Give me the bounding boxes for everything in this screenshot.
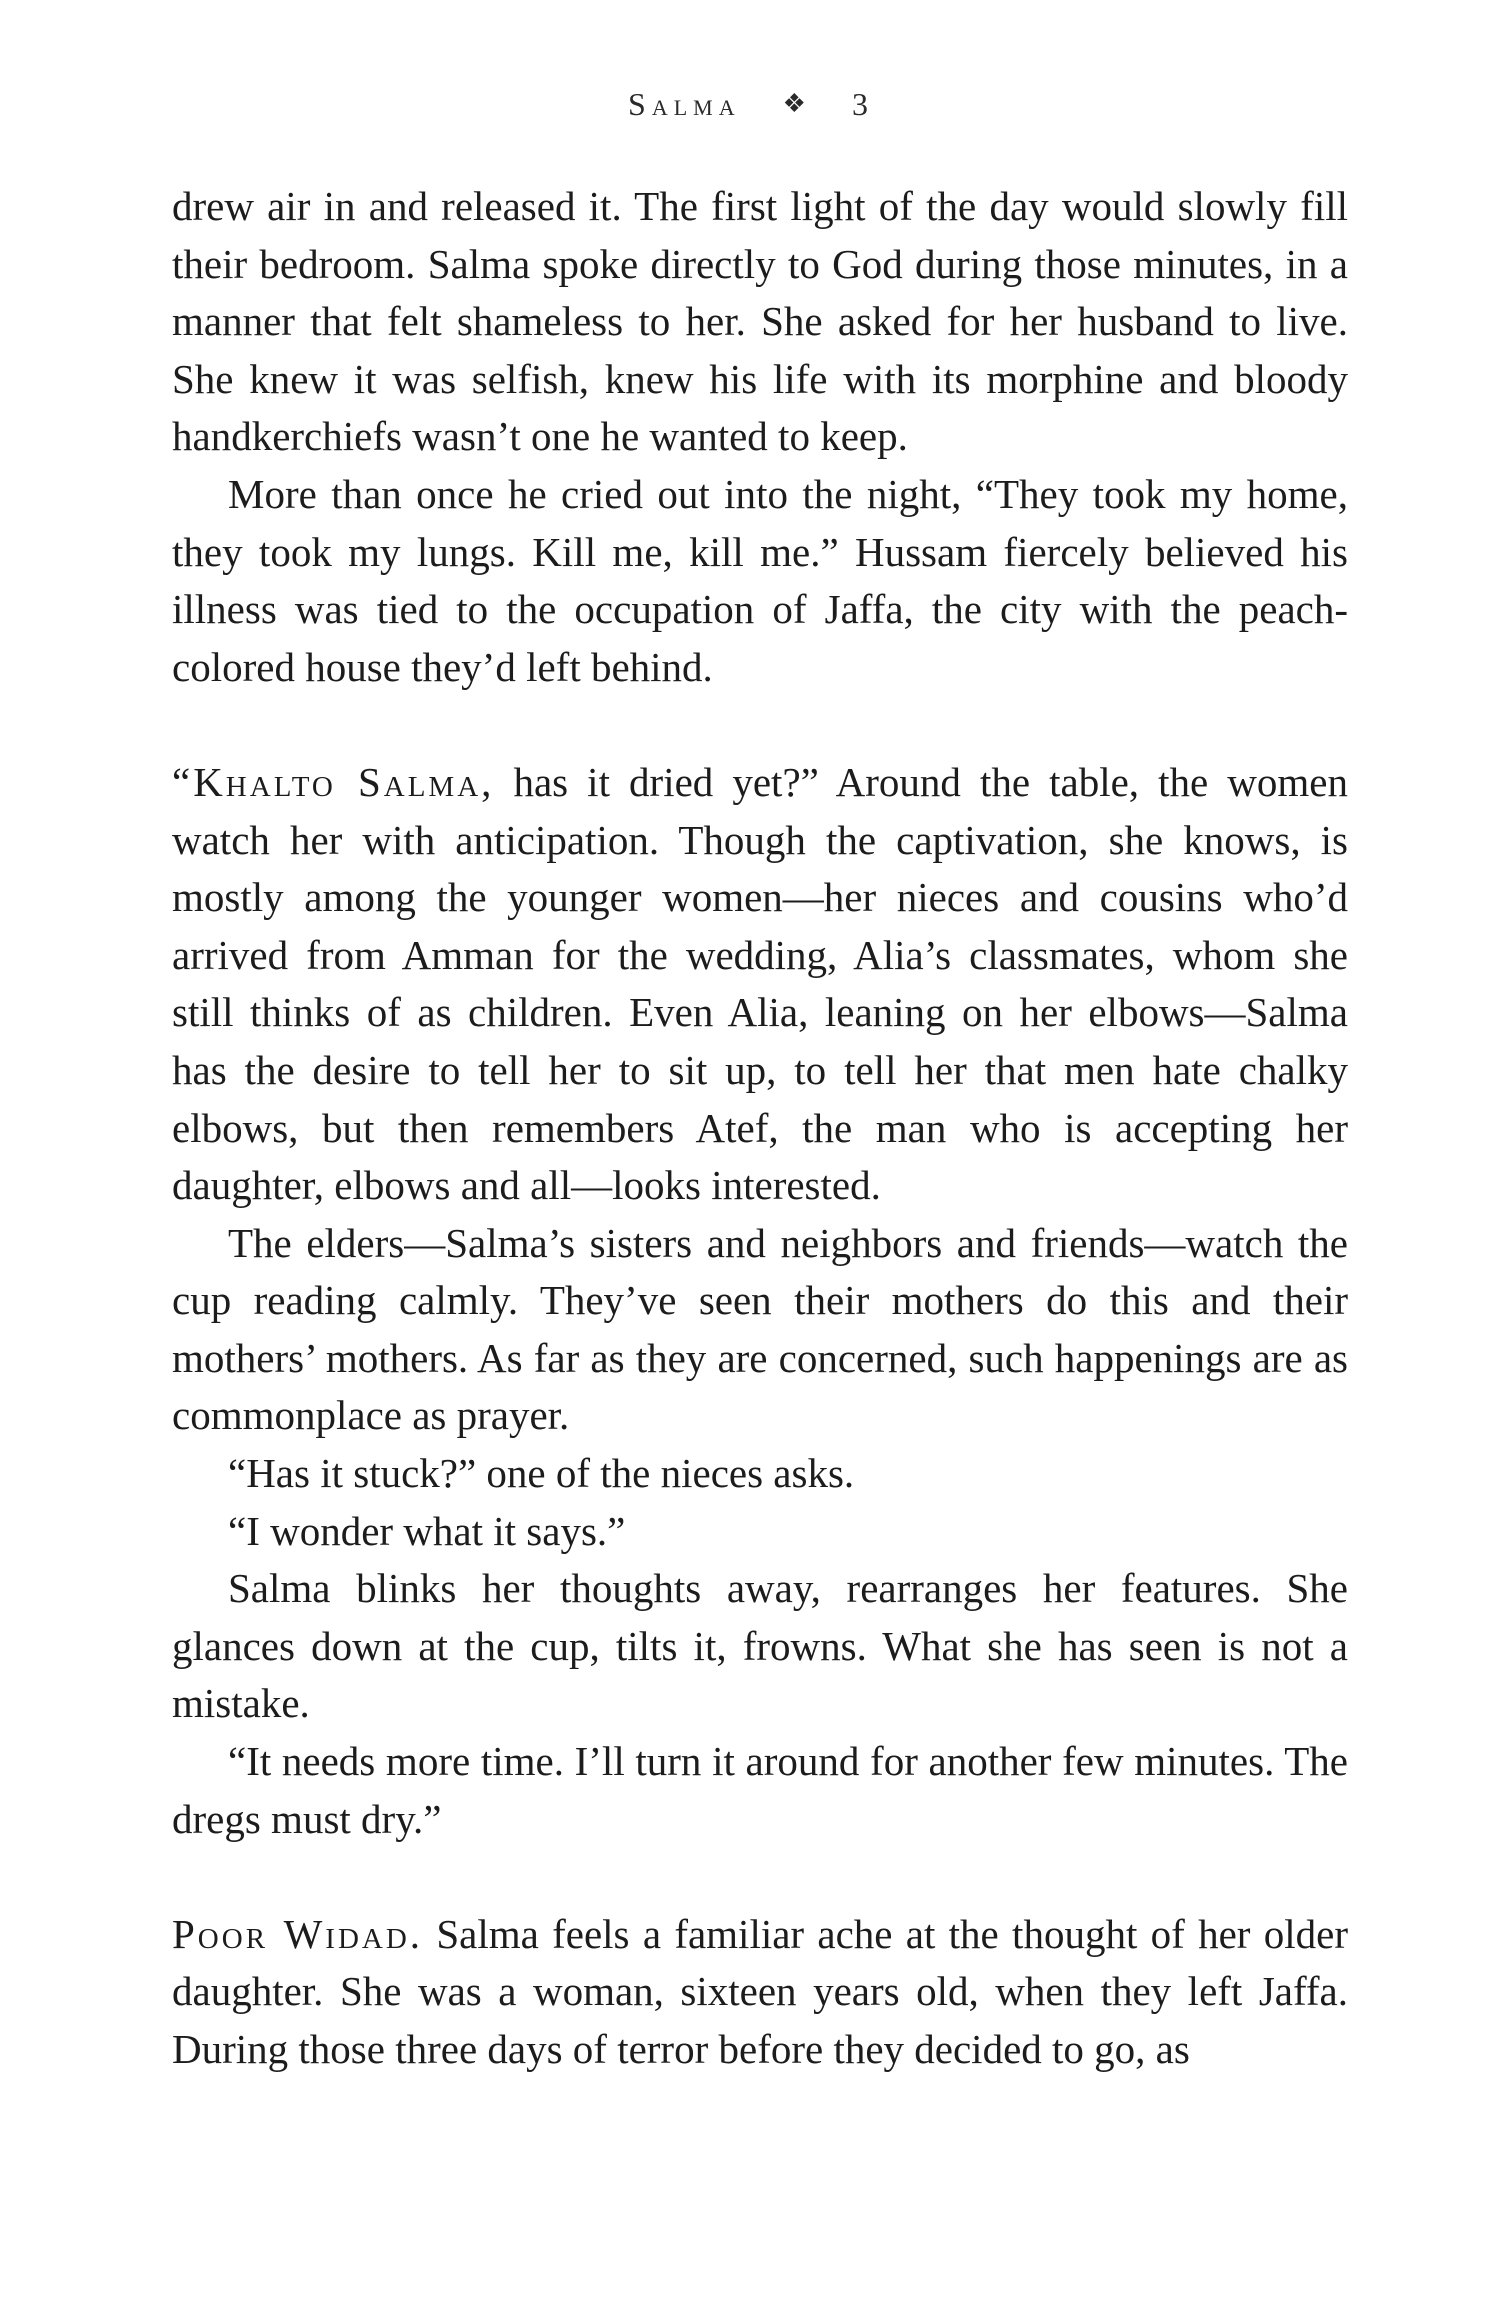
paragraph-text: drew air in and released it. The first light of the day would slowly fill their bedroom. Salma spoke directly to God during those minutes, in a manner that felt shameless to her. She asked for her husband to live. She knew it was selfish, knew his life with its morphine and bloody handkerchiefs wasn’t one he wanted to keep. <box>172 183 1348 460</box>
paragraph <box>172 1445 1348 1503</box>
ornament-icon: ❖ <box>782 89 810 118</box>
section-paragraph <box>172 1906 1348 2079</box>
paragraph <box>172 1503 1348 1561</box>
paragraph-text: More than once he cried out into the night, “They took my home, they took my lungs. Kill me, kill me.” Hussam fiercely believed his illness was tied to the occupation of Jaffa, the city with the peach-colored house they’d left behind. <box>172 470 1348 690</box>
paragraph-text: “It needs more time. I’ll turn it around for another few minutes. The dregs must dry.” <box>172 1738 1348 1842</box>
paragraph-text: Salma blinks her thoughts away, rearranges her features. She glances down at the cup, tilts it, frowns. What she has seen is not a mistake. <box>172 1565 1348 1727</box>
paragraph-text: “Has it stuck?” one of the nieces asks. <box>228 1450 855 1497</box>
paragraph-text: The elders—Salma’s sisters and neighbors and friends—watch the cup reading calmly. They’ve seen their mothers do this and their mothers’ mothers. As far as they are concerned, such happenings are as commonplace as prayer. <box>172 1219 1348 1439</box>
running-head <box>0 86 1500 123</box>
page-number: 3 <box>851 86 872 122</box>
paragraph <box>172 466 1348 696</box>
body-text <box>172 178 1348 2079</box>
running-head-title: Salma <box>628 86 741 122</box>
paragraph <box>172 178 1348 466</box>
paragraph-text: has it dried yet?” Around the table, the women watch her with anticipation. Though the captivation, she knows, is mostly among the younger women—her nieces and cousins who’d arrived from Amman for the wedding, Alia’s classmates, whom she still thinks of as children. Even Alia, leaning on her elbows—Salma has the desire to tell her to sit up, to tell her that men hate chalky elbows, but then remembers Atef, the man who is accepting her daughter, elbows and all—looks interested. <box>172 758 1348 1209</box>
paragraph-text: Salma feels a familiar ache at the thought of her older daughter. She was a woman, sixteen years old, when they left Jaffa. During those three days of terror before they decided to go, as <box>172 1910 1348 2072</box>
section-paragraph <box>172 754 1348 1215</box>
paragraph <box>172 1560 1348 1733</box>
section-lead-in: “Khalto Salma, <box>172 758 495 805</box>
paragraph-text: “I wonder what it says.” <box>228 1507 626 1554</box>
paragraph <box>172 1215 1348 1445</box>
paragraph <box>172 1733 1348 1848</box>
section-lead-in: Poor Widad. <box>172 1910 424 1957</box>
